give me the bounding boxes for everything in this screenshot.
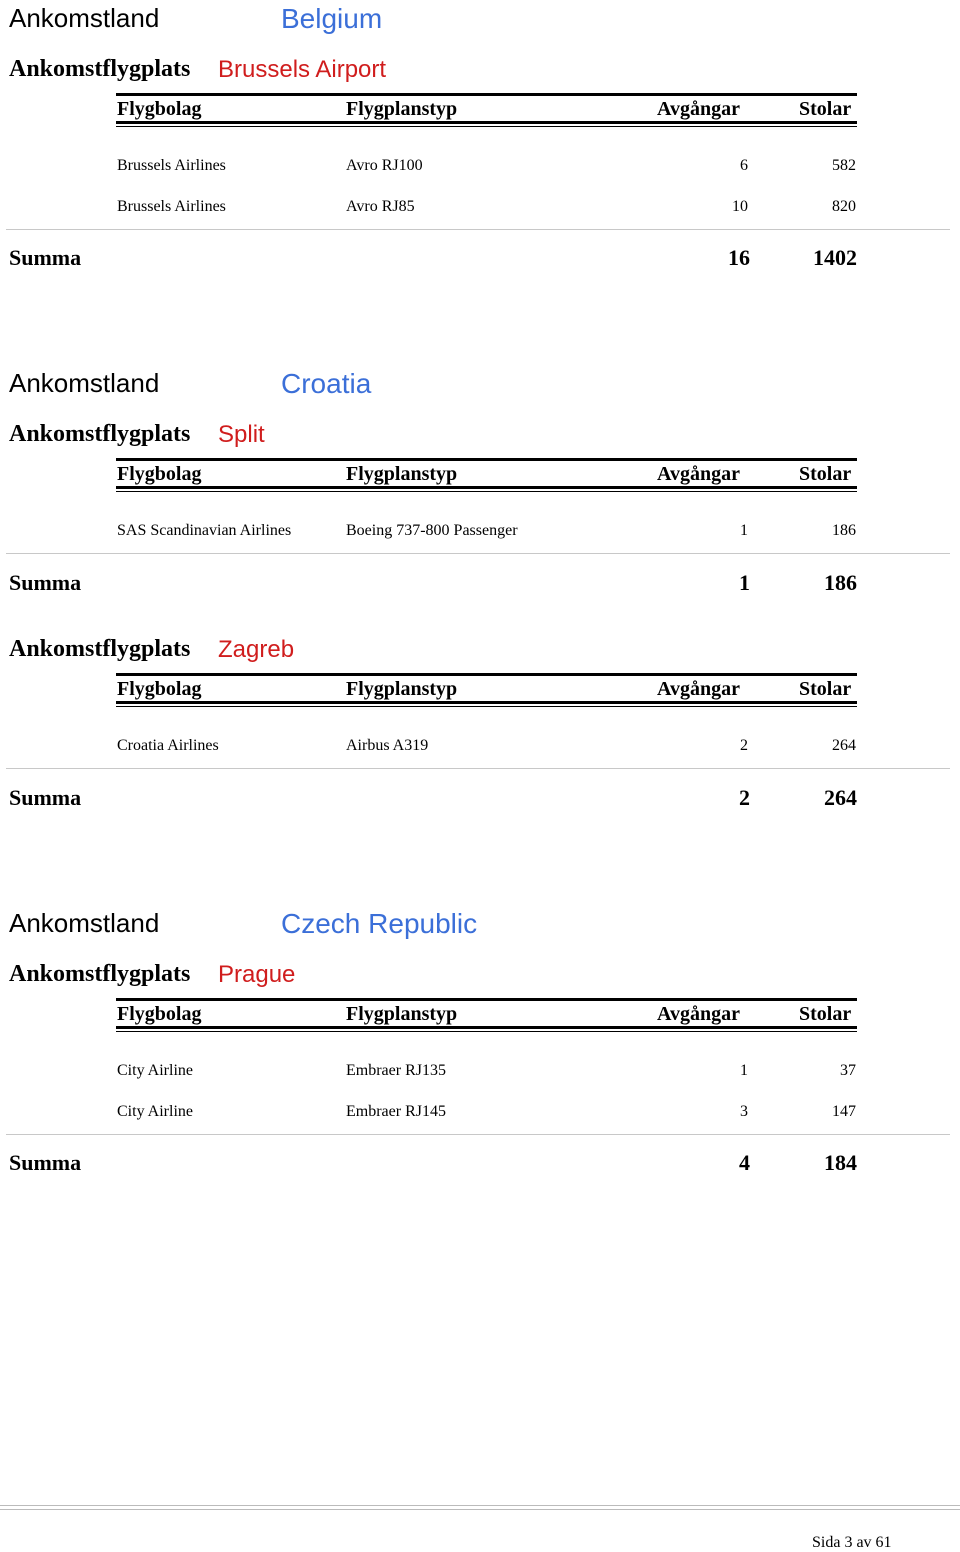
cell-carrier: SAS Scandinavian Airlines (117, 522, 292, 539)
cell-seats: 820 (832, 198, 856, 215)
country-value: Czech Republic (281, 908, 478, 939)
table-header-rule (116, 673, 857, 676)
column-header-seats: Stolar (799, 678, 852, 700)
column-header-departures: Avgångar (657, 678, 740, 700)
airport-value: Zagreb (218, 636, 295, 663)
airport-value: Split (218, 421, 265, 448)
total-departures: 1 (739, 570, 750, 595)
footer-rule (0, 1505, 960, 1506)
column-header-seats: Stolar (799, 1003, 852, 1025)
column-header-departures: Avgångar (657, 1003, 740, 1025)
airport-label: Ankomstflygplats (9, 961, 191, 987)
total-label: Summa (9, 245, 82, 270)
country-label: Ankomstland (9, 908, 160, 938)
cell-aircraft: Airbus A319 (346, 737, 429, 754)
cell-departures: 2 (740, 737, 748, 754)
total-seats: 184 (824, 1150, 857, 1175)
footer-rule (0, 1509, 960, 1510)
total-label: Summa (9, 570, 82, 595)
column-header-carrier: Flygbolag (117, 98, 202, 120)
cell-carrier: Brussels Airlines (117, 198, 226, 215)
table-header-rule (116, 491, 857, 492)
column-header-carrier: Flygbolag (117, 1003, 202, 1025)
cell-aircraft: Embraer RJ145 (346, 1103, 446, 1120)
airport-value: Prague (218, 961, 296, 988)
column-header-aircraft: Flygplanstyp (346, 1003, 458, 1025)
column-header-carrier: Flygbolag (117, 678, 202, 700)
airport-label: Ankomstflygplats (9, 636, 191, 662)
total-departures: 16 (728, 245, 750, 270)
airport-label: Ankomstflygplats (9, 56, 191, 82)
column-header-departures: Avgångar (657, 463, 740, 485)
total-seats: 264 (824, 785, 857, 810)
row-separator (6, 1134, 950, 1135)
column-header-aircraft: Flygplanstyp (346, 98, 458, 120)
total-label: Summa (9, 1150, 82, 1175)
table-header-rule (116, 706, 857, 707)
table-header-rule (116, 1026, 857, 1029)
cell-carrier: City Airline (117, 1103, 193, 1120)
cell-departures: 1 (740, 522, 748, 539)
cell-departures: 10 (732, 198, 748, 215)
country-value: Belgium (281, 3, 383, 34)
table-header-rule (116, 126, 857, 127)
airport-label: Ankomstflygplats (9, 421, 191, 447)
column-header-seats: Stolar (799, 463, 852, 485)
table-header-rule (116, 998, 857, 1001)
column-header-seats: Stolar (799, 98, 852, 120)
cell-seats: 147 (832, 1103, 856, 1120)
cell-seats: 264 (832, 737, 856, 754)
row-separator (6, 229, 950, 230)
table-header-rule (116, 121, 857, 124)
cell-aircraft: Embraer RJ135 (346, 1062, 446, 1079)
page-number: Sida 3 av 61 (812, 1534, 892, 1551)
cell-aircraft: Avro RJ100 (346, 157, 423, 174)
row-separator (6, 768, 950, 769)
cell-departures: 6 (740, 157, 748, 174)
cell-aircraft: Avro RJ85 (346, 198, 415, 215)
column-header-aircraft: Flygplanstyp (346, 678, 458, 700)
column-header-carrier: Flygbolag (117, 463, 202, 485)
column-header-departures: Avgångar (657, 98, 740, 120)
country-label: Ankomstland (9, 3, 160, 33)
total-departures: 2 (739, 785, 750, 810)
cell-seats: 582 (832, 157, 856, 174)
table-header-rule (116, 93, 857, 96)
country-label: Ankomstland (9, 368, 160, 398)
column-header-aircraft: Flygplanstyp (346, 463, 458, 485)
cell-aircraft: Boeing 737-800 Passenger (346, 522, 518, 539)
cell-carrier: City Airline (117, 1062, 193, 1079)
total-departures: 4 (739, 1150, 750, 1175)
country-value: Croatia (281, 368, 372, 399)
cell-carrier: Croatia Airlines (117, 737, 219, 754)
airport-value: Brussels Airport (218, 56, 387, 83)
table-header-rule (116, 458, 857, 461)
table-header-rule (116, 701, 857, 704)
cell-departures: 3 (740, 1103, 748, 1120)
table-header-rule (116, 1031, 857, 1032)
total-seats: 1402 (813, 245, 857, 270)
cell-seats: 186 (832, 522, 856, 539)
table-header-rule (116, 486, 857, 489)
row-separator (6, 553, 950, 554)
cell-carrier: Brussels Airlines (117, 157, 226, 174)
total-label: Summa (9, 785, 82, 810)
total-seats: 186 (824, 570, 857, 595)
cell-seats: 37 (840, 1062, 856, 1079)
cell-departures: 1 (740, 1062, 748, 1079)
